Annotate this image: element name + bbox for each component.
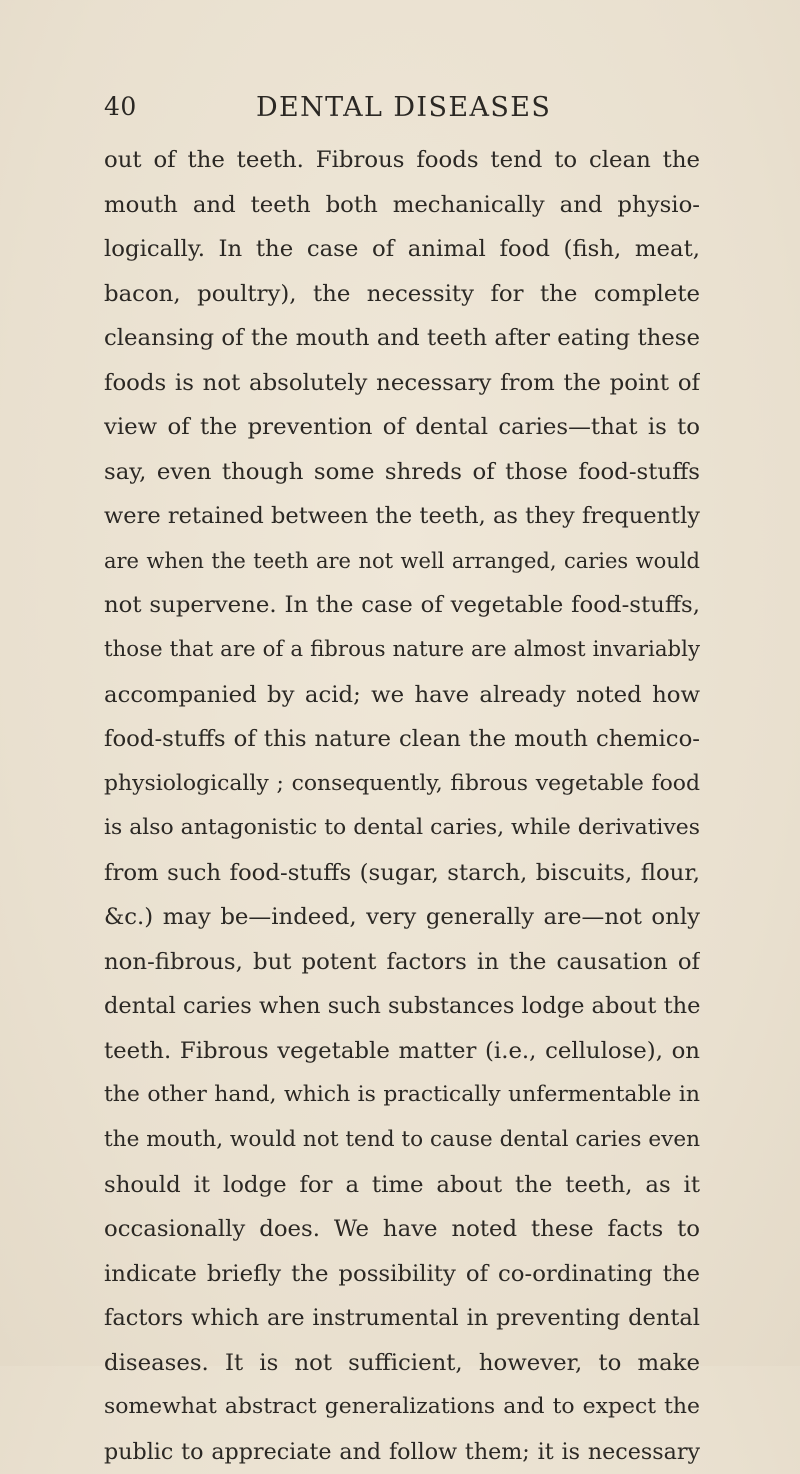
- text-line: is also antagonistic to dental caries, while derivatives: [104, 815, 700, 841]
- text-line: &c.) may be—indeed, very generally are—not only: [104, 904, 700, 931]
- text-line: bacon, poultry), the necessity for the complete: [104, 280, 700, 307]
- body-text: [104, 138, 700, 1474]
- text-line: those that are of a fibrous nature are almost invariably: [104, 637, 700, 663]
- running-title: DENTAL DISEASES: [256, 92, 552, 123]
- text-line: non-fibrous, but potent factors in the causation of: [104, 948, 700, 975]
- text-line: physiologically ; consequently, fibrous vegetable food: [104, 770, 700, 796]
- text-line: view of the prevention of dental caries—that is to: [104, 414, 700, 441]
- text-line: mouth and teeth both mechanically and physio-: [104, 191, 700, 218]
- text-line: dental caries when such substances lodge about the: [104, 993, 700, 1020]
- text-line: public to appreciate and follow them; it is necessary: [104, 1438, 700, 1465]
- text-line: the other hand, which is practically unfermentable in: [104, 1082, 700, 1108]
- text-line: are when the teeth are not well arranged, caries would: [104, 548, 700, 573]
- text-line: diseases. It is not sufficient, however, to make: [104, 1349, 700, 1376]
- text-line: not supervene. In the case of vegetable food-stuffs,: [104, 592, 700, 619]
- text-line: food-stuffs of this nature clean the mouth chemico-: [104, 726, 700, 753]
- text-line: should it lodge for a time about the teeth, as it: [104, 1171, 700, 1198]
- text-line: the mouth, would not tend to cause dental caries even: [104, 1127, 700, 1153]
- text-line: indicate briefly the possibility of co-ordinating the: [104, 1260, 700, 1287]
- text-line: cleansing of the mouth and teeth after eating these: [104, 325, 700, 352]
- text-line: somewhat abstract generalizations and to expect the: [104, 1394, 700, 1420]
- text-line: out of the teeth. Fibrous foods tend to clean the: [104, 147, 700, 173]
- text-line: teeth. Fibrous vegetable matter (i.e., cellulose), on: [104, 1037, 700, 1064]
- text-line: say, even though some shreds of those food-stuffs: [104, 458, 700, 485]
- text-line: occasionally does. We have noted these facts to: [104, 1216, 700, 1243]
- text-line: were retained between the teeth, as they frequently: [104, 503, 700, 530]
- text-line: logically. In the case of animal food (fish, meat,: [104, 236, 700, 263]
- text-line: factors which are instrumental in preventing dental: [104, 1305, 700, 1332]
- running-head: [104, 92, 704, 132]
- text-line: from such food-stuffs (sugar, starch, biscuits, flour,: [104, 859, 700, 886]
- text-line: accompanied by acid; we have already noted how: [104, 681, 700, 708]
- page-number: 40: [104, 92, 137, 121]
- text-line: foods is not absolutely necessary from the point of: [104, 369, 700, 396]
